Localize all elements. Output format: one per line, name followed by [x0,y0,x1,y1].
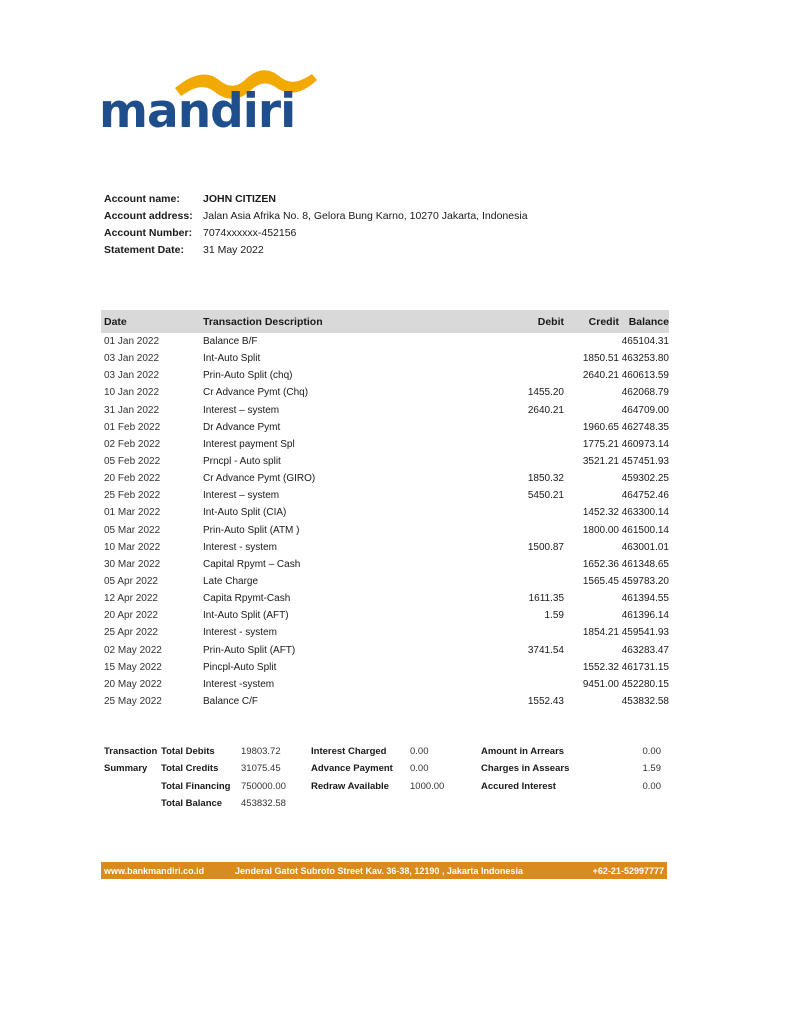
cell-balance: 463001.01 [621,541,669,553]
account-name-row [104,190,528,207]
table-row [101,590,669,607]
summary-label: Total Credits [161,763,219,775]
cell-balance: 463283.47 [621,644,669,656]
table-row [101,470,669,487]
cell-debit: 1611.35 [528,593,564,605]
header-debit: Debit [537,315,564,328]
cell-balance: 459302.25 [621,473,669,485]
table-row [101,419,669,436]
footer-website[interactable]: www.bankmandiri.co.id [104,865,205,876]
header-credit: Credit [588,315,619,328]
cell-description: Balance B/F [203,336,258,348]
cell-description: Interest – system [203,404,280,416]
table-row [101,556,669,573]
cell-description: Interest - system [203,627,277,639]
summary-value: 750000.00 [241,780,286,792]
cell-description: Int-Auto Split (AFT) [203,610,289,622]
cell-debit: 3741.54 [527,644,564,656]
statement-date-label: Statement Date: [104,243,184,256]
summary-row [104,795,661,812]
cell-date: 05 Apr 2022 [104,576,158,588]
table-row [101,607,669,624]
cell-credit: 1565.45 [582,576,619,588]
account-address-row [104,207,528,224]
summary-value: 0.00 [642,780,661,792]
cell-balance: 461500.14 [621,524,669,536]
summary-row [104,778,661,795]
cell-balance: 461396.14 [621,610,669,622]
cell-debit: 1850.32 [527,473,564,485]
cell-description: Interest payment Spl [203,438,295,450]
header-description: Transaction Description [203,315,323,328]
footer-phone: +62-21-52997777 [592,865,664,876]
summary-label: Advance Payment [311,763,393,775]
cell-credit: 1850.51 [582,353,619,365]
cell-date: 03 Jan 2022 [104,353,160,365]
table-row [101,676,669,693]
cell-credit: 1800.00 [582,524,619,536]
mandiri-logo [97,66,322,139]
cell-description: Cr Advance Pymt (GIRO) [203,473,316,485]
summary-value: 31075.45 [241,763,281,775]
cell-debit: 1.59 [544,610,564,622]
cell-balance: 459783.20 [621,576,669,588]
table-row [101,350,669,367]
table-row [101,693,669,710]
summary-label: Accured Interest [481,780,556,792]
cell-credit: 1960.65 [582,421,619,433]
account-address-value: Jalan Asia Afrika No. 8, Gelora Bung Karno, 10270 Jakarta, Indonesia [203,209,528,222]
statement-date-value: 31 May 2022 [203,243,264,256]
table-row [101,384,669,401]
summary-title: Summary [104,763,148,775]
cell-date: 01 Mar 2022 [104,507,161,519]
cell-date: 30 Mar 2022 [104,558,161,570]
cell-date: 05 Mar 2022 [104,524,161,536]
cell-balance: 460613.59 [621,370,669,382]
cell-balance: 464752.46 [621,490,669,502]
summary-row [104,743,661,760]
cell-balance: 461394.55 [621,593,669,605]
cell-date: 10 Mar 2022 [104,541,161,553]
cell-date: 15 May 2022 [104,661,162,673]
summary-value: 19803.72 [241,746,281,758]
table-row [101,402,669,419]
table-row [101,504,669,521]
cell-credit: 1552.32 [582,661,619,673]
account-number-label: Account Number: [104,226,193,239]
summary-value: 0.00 [410,746,429,758]
summary-label: Redraw Available [311,780,389,792]
cell-description: Interest – system [203,490,280,502]
cell-date: 12 Apr 2022 [104,593,158,605]
table-row [101,436,669,453]
cell-description: Balance C/F [203,696,259,708]
account-address-label: Account address: [104,209,193,222]
cell-description: Pincpl-Auto Split [203,661,277,673]
cell-credit: 2640.21 [582,370,619,382]
cell-description: Dr Advance Pymt [203,421,281,433]
cell-balance: 452280.15 [621,678,669,690]
summary-label: Amount in Arrears [481,746,565,758]
table-row [101,539,669,556]
cell-credit: 3521.21 [582,456,619,468]
footer-address: Jenderal Gatot Subroto Street Kav. 36-38, 12190 , Jakarta Indonesia [235,865,523,876]
cell-date: 25 Apr 2022 [104,627,158,639]
cell-credit: 1652.36 [582,558,619,570]
cell-description: Late Charge [203,576,259,588]
statement-date-row [104,241,528,258]
cell-balance: 463253.80 [621,353,669,365]
cell-description: Capita Rpymt-Cash [203,593,291,605]
cell-date: 20 Apr 2022 [104,610,158,622]
cell-balance: 464709.00 [621,404,669,416]
summary-value: 453832.58 [241,798,286,810]
cell-date: 01 Feb 2022 [104,421,161,433]
account-name-label: Account name: [104,192,180,205]
table-row [101,367,669,384]
cell-date: 03 Jan 2022 [104,370,160,382]
cell-balance: 453832.58 [621,696,669,708]
table-body [101,333,669,710]
table-row [101,487,669,504]
cell-description: Int-Auto Split (CIA) [203,507,287,519]
cell-debit: 1552.43 [527,696,564,708]
cell-description: Capital Rpymt – Cash [203,558,301,570]
summary-label: Total Debits [161,746,215,758]
table-row [101,333,669,350]
summary-label: Total Financing [161,780,231,792]
cell-balance: 462068.79 [621,387,669,399]
cell-description: Interest - system [203,541,277,553]
transactions-table [101,310,669,710]
transaction-summary [104,743,661,812]
cell-credit: 1775.21 [582,438,619,450]
cell-balance: 462748.35 [621,421,669,433]
table-row [101,522,669,539]
cell-description: Int-Auto Split [203,353,261,365]
summary-title: Transaction [104,746,158,758]
cell-description: Prncpl - Auto split [203,456,281,468]
cell-credit: 9451.00 [582,678,619,690]
logo-wordmark: mandiri [99,84,296,139]
cell-date: 25 May 2022 [104,696,162,708]
cell-description: Prin-Auto Split (ATM ) [203,524,300,536]
summary-value: 0.00 [410,763,429,775]
table-row [101,573,669,590]
account-name-value: JOHN CITIZEN [203,192,276,205]
table-row [101,659,669,676]
cell-date: 10 Jan 2022 [104,387,160,399]
cell-date: 01 Jan 2022 [104,336,160,348]
cell-balance: 459541.93 [621,627,669,639]
summary-label: Charges in Assears [481,763,570,775]
table-row [101,624,669,641]
table-row [101,453,669,470]
account-info [104,190,528,258]
cell-description: Prin-Auto Split (chq) [203,370,293,382]
cell-debit: 2640.21 [527,404,564,416]
cell-date: 31 Jan 2022 [104,404,160,416]
summary-value: 0.00 [642,746,661,758]
cell-date: 02 Feb 2022 [104,438,161,450]
cell-description: Prin-Auto Split (AFT) [203,644,296,656]
cell-debit: 1500.87 [527,541,564,553]
summary-label: Total Balance [161,798,223,810]
table-row [101,642,669,659]
cell-balance: 460973.14 [621,438,669,450]
summary-value: 1000.00 [410,780,445,792]
cell-debit: 5450.21 [527,490,564,502]
table-header [101,310,669,333]
summary-value: 1.59 [642,763,661,775]
cell-debit: 1455.20 [527,387,564,399]
cell-balance: 461731.15 [621,661,669,673]
cell-date: 20 May 2022 [104,678,162,690]
summary-label: Interest Charged [311,746,387,758]
cell-date: 05 Feb 2022 [104,456,161,468]
cell-balance: 457451.93 [621,456,669,468]
cell-date: 20 Feb 2022 [104,473,161,485]
summary-row [104,760,661,777]
footer-bar [101,862,667,879]
cell-date: 25 Feb 2022 [104,490,161,502]
account-number-row [104,224,528,241]
cell-balance: 463300.14 [621,507,669,519]
cell-balance: 465104.31 [621,336,669,348]
cell-date: 02 May 2022 [104,644,162,656]
cell-description: Cr Advance Pymt (Chq) [203,387,309,399]
cell-credit: 1452.32 [582,507,619,519]
header-date: Date [104,315,127,328]
account-number-value: 7074xxxxxx-452156 [203,226,297,239]
cell-description: Interest -system [203,678,275,690]
header-balance: Balance [628,315,669,328]
cell-credit: 1854.21 [582,627,619,639]
cell-balance: 461348.65 [621,558,669,570]
